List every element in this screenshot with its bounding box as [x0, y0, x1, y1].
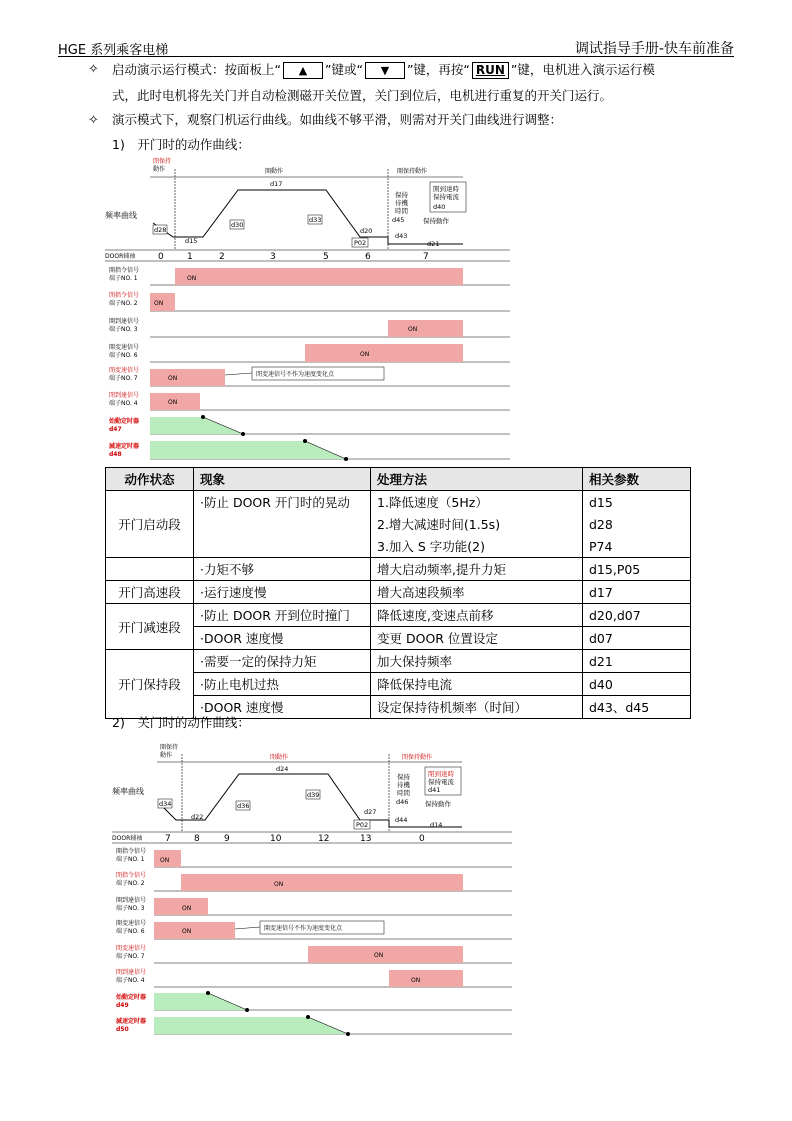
svg-text:端子NO. 1: 端子NO. 1 — [109, 275, 138, 282]
svg-text:端子NO. 2: 端子NO. 2 — [109, 300, 138, 307]
svg-text:閉到達信号: 閉到達信号 — [109, 392, 140, 399]
svg-text:10: 10 — [270, 834, 282, 844]
signal-row — [109, 391, 510, 410]
bullet1-line1: 启动演示运行模式：按面板上“ ▲ ”键或“ ▼ ”键，再按“ RUN ”键，电机进入演示运行模 — [112, 62, 655, 77]
svg-text:d15: d15 — [185, 237, 198, 245]
svg-text:端子NO. 3: 端子NO. 3 — [109, 326, 138, 333]
table-row: 开门高速段 ·运行速度慢 增大高速段频率 d17 — [106, 581, 691, 604]
svg-text:8: 8 — [194, 834, 200, 844]
svg-text:端子NO. 7: 端子NO. 7 — [116, 953, 145, 960]
table-header-row: 动作状态 现象 处理方法 相关参数 — [106, 468, 691, 491]
svg-text:端子NO. 1: 端子NO. 1 — [116, 856, 145, 863]
svg-text:ON: ON — [168, 375, 178, 382]
close-hold-label: 閉保持動作 — [402, 754, 433, 761]
svg-text:開指令信号: 開指令信号 — [116, 848, 147, 855]
svg-text:保持: 保持 — [395, 191, 408, 199]
page-header — [58, 37, 734, 57]
section2-title: 2) 关门时的动作曲线： — [112, 715, 250, 730]
signal-row — [116, 871, 512, 891]
svg-text:ON: ON — [374, 952, 384, 959]
key-run-box: RUN — [472, 62, 509, 79]
table-row: ·DOOR 速度慢 变更 DOOR 位置设定 d07 — [106, 627, 691, 650]
svg-text:d50: d50 — [116, 1026, 129, 1033]
signal-row — [109, 291, 510, 311]
svg-text:閉変速信号: 閉変速信号 — [116, 945, 147, 952]
svg-text:端子NO. 4: 端子NO. 4 — [116, 977, 145, 984]
svg-text:d40: d40 — [433, 203, 446, 211]
table-row: 开门减速段 ·防止 DOOR 开到位时撞门 降低速度,变速点前移 d20,d07 — [106, 604, 691, 627]
svg-text:動作: 動作 — [160, 752, 173, 759]
close-timing-diagram — [112, 740, 517, 1038]
key-down-box: ▼ — [365, 62, 405, 79]
bullet2-text: 演示模式下，观察门机运行曲线。如曲线不够平滑，则需对开关门曲线进行调整： — [112, 112, 563, 127]
svg-text:d45: d45 — [392, 216, 405, 224]
timer-row — [109, 439, 510, 461]
svg-text:ON: ON — [160, 857, 170, 864]
svg-text:d48: d48 — [109, 451, 122, 458]
svg-text:始動定时器: 始動定时器 — [116, 994, 147, 1001]
svg-text:閉到達信号: 閉到達信号 — [116, 969, 147, 976]
svg-text:閉指令信号: 閉指令信号 — [116, 872, 147, 879]
door-steps-row — [105, 250, 510, 262]
header-series-title: HGE 系列乘客电梯 — [58, 43, 169, 58]
svg-text:d33: d33 — [309, 216, 322, 224]
svg-text:待機: 待機 — [395, 199, 408, 207]
svg-text:DOOR辅袖: DOOR辅袖 — [112, 835, 143, 842]
svg-text:P02: P02 — [356, 821, 369, 829]
timer-row — [115, 991, 512, 1012]
svg-text:開到達信号: 開到達信号 — [116, 897, 147, 904]
signal-row — [116, 919, 512, 939]
svg-text:d28: d28 — [154, 226, 167, 234]
svg-text:開保持: 開保持 — [160, 744, 179, 751]
svg-text:閉指令信号: 閉指令信号 — [109, 292, 140, 299]
svg-text:減速定时器: 減速定时器 — [116, 1018, 147, 1025]
signal-row — [109, 317, 510, 337]
bullet1-line2: 式，此时电机将先关门并自动检测磁开关位置，关门到位后，电机进行重复的开关门运行。 — [112, 88, 613, 103]
key-up-box: ▲ — [283, 62, 323, 79]
signal-row — [116, 968, 512, 987]
open-action-label: 開動作 — [265, 168, 284, 175]
table-row: 开门保持段 ·需要一定的保持力矩 加大保持频率 d21 — [106, 650, 691, 673]
svg-text:閉変速信号: 閉変速信号 — [109, 367, 140, 374]
close-callout: 開変速信号不作为速度变化点 — [264, 925, 343, 932]
svg-text:d14: d14 — [430, 821, 443, 829]
svg-text:始動定时器: 始動定时器 — [109, 418, 140, 425]
svg-text:ON: ON — [154, 300, 164, 307]
signal-rows — [115, 847, 512, 1036]
svg-text:P02: P02 — [354, 239, 367, 247]
svg-text:13: 13 — [360, 834, 372, 844]
svg-text:d27: d27 — [364, 808, 377, 816]
section1-title: 1) 开门时的动作曲线： — [112, 137, 250, 152]
table-row: 2.增大减速时间(1.5s) d28 — [106, 513, 691, 535]
svg-text:7: 7 — [423, 252, 429, 262]
header-manual-title: 调试指导手册-快车前准备 — [574, 41, 734, 57]
svg-text:7: 7 — [165, 834, 171, 844]
svg-text:端子NO. 6: 端子NO. 6 — [116, 928, 145, 935]
svg-text:保持動作: 保持動作 — [425, 800, 451, 808]
svg-text:ON: ON — [187, 275, 197, 282]
svg-text:開到達時: 開到達時 — [433, 185, 459, 193]
svg-text:保持電流: 保持電流 — [433, 193, 459, 201]
svg-text:DOOR辅袖: DOOR辅袖 — [105, 253, 136, 260]
svg-text:ON: ON — [182, 928, 192, 935]
hold-action-label: 閉保持 — [153, 158, 172, 165]
svg-text:d17: d17 — [270, 180, 283, 188]
svg-text:5: 5 — [323, 252, 329, 262]
open-hold-label: 開保持動作 — [397, 168, 428, 175]
svg-text:動作: 動作 — [153, 166, 166, 173]
svg-text:ON: ON — [168, 399, 178, 406]
table-row: ·DOOR 速度慢 设定保持待机频率（时间） d43、d45 — [106, 696, 691, 719]
open-callout: 閉変速信号不作为速度变化点 — [256, 371, 335, 378]
signal-row — [116, 896, 512, 915]
timer-row — [116, 1015, 512, 1036]
svg-text:d21: d21 — [427, 240, 440, 248]
svg-text:端子NO. 6: 端子NO. 6 — [109, 352, 138, 359]
table-row: 3.加入 S 字功能(2) P74 — [106, 535, 691, 558]
svg-text:0: 0 — [158, 252, 164, 262]
signal-row — [109, 343, 510, 362]
svg-text:開到達信号: 開到達信号 — [109, 318, 140, 325]
bullet-icon: ✧ — [88, 62, 99, 77]
svg-text:d36: d36 — [237, 802, 250, 810]
freq-curve-label: 频率曲线 — [105, 211, 137, 220]
svg-text:0: 0 — [419, 834, 425, 844]
svg-text:d20: d20 — [360, 227, 373, 235]
svg-text:減速定时器: 減速定时器 — [109, 443, 140, 450]
svg-text:d22: d22 — [191, 813, 204, 821]
svg-text:端子NO. 2: 端子NO. 2 — [116, 880, 145, 887]
svg-text:d49: d49 — [116, 1002, 129, 1009]
svg-text:d41: d41 — [428, 786, 441, 794]
svg-text:12: 12 — [318, 834, 330, 844]
svg-text:ON: ON — [360, 351, 370, 358]
door-steps-row — [112, 832, 512, 844]
signal-row — [109, 266, 510, 285]
svg-text:1: 1 — [187, 252, 193, 262]
close-freq-curve — [158, 774, 462, 827]
svg-text:時間: 時間 — [397, 789, 410, 797]
signal-row — [116, 847, 512, 867]
svg-text:d46: d46 — [396, 798, 409, 806]
svg-text:ON: ON — [182, 905, 192, 912]
signal-rows — [108, 266, 510, 461]
svg-text:開変速信号: 開変速信号 — [116, 920, 147, 927]
open-timing-diagram — [105, 155, 515, 465]
signal-row — [109, 366, 510, 386]
signal-row — [116, 944, 512, 963]
svg-text:端子NO. 4: 端子NO. 4 — [109, 400, 138, 407]
svg-text:ON: ON — [408, 326, 418, 333]
svg-text:保持: 保持 — [397, 773, 410, 781]
svg-text:閉到達時: 閉到達時 — [428, 770, 454, 778]
svg-text:保持電流: 保持電流 — [428, 778, 454, 786]
adjustment-table — [105, 467, 691, 719]
svg-text:待機: 待機 — [397, 781, 410, 789]
svg-text:端子NO. 7: 端子NO. 7 — [109, 375, 138, 382]
svg-text:2: 2 — [219, 252, 225, 262]
table-row: ·防止电机过热 降低保持电流 d40 — [106, 673, 691, 696]
svg-text:6: 6 — [365, 252, 371, 262]
bullet-icon: ✧ — [88, 113, 99, 128]
svg-text:d43: d43 — [395, 232, 408, 240]
svg-text:d34: d34 — [159, 800, 172, 808]
svg-text:d30: d30 — [231, 221, 244, 229]
svg-text:ON: ON — [274, 881, 284, 888]
svg-text:時間: 時間 — [395, 207, 408, 215]
svg-text:開変速信号: 開変速信号 — [109, 344, 140, 351]
freq-curve-label: 频率曲线 — [112, 787, 144, 796]
svg-text:d39: d39 — [307, 791, 320, 799]
svg-text:d24: d24 — [276, 765, 289, 773]
svg-text:開指令信号: 開指令信号 — [109, 267, 140, 274]
close-action-label: 閉動作 — [270, 754, 289, 761]
svg-text:ON: ON — [411, 977, 421, 984]
svg-text:3: 3 — [270, 252, 276, 262]
svg-text:保持動作: 保持動作 — [423, 217, 449, 225]
table-row: ·力矩不够 增大启动频率,提升力矩 d15,P05 — [106, 558, 691, 581]
svg-text:端子NO. 3: 端子NO. 3 — [116, 905, 145, 912]
svg-text:d47: d47 — [109, 426, 122, 433]
table-row: 开门启动段 ·防止 DOOR 开门时的晃动 1.降低速度（5Hz） d15 — [106, 491, 691, 514]
svg-text:9: 9 — [224, 834, 230, 844]
timer-row — [108, 415, 510, 436]
svg-text:d44: d44 — [395, 816, 408, 824]
